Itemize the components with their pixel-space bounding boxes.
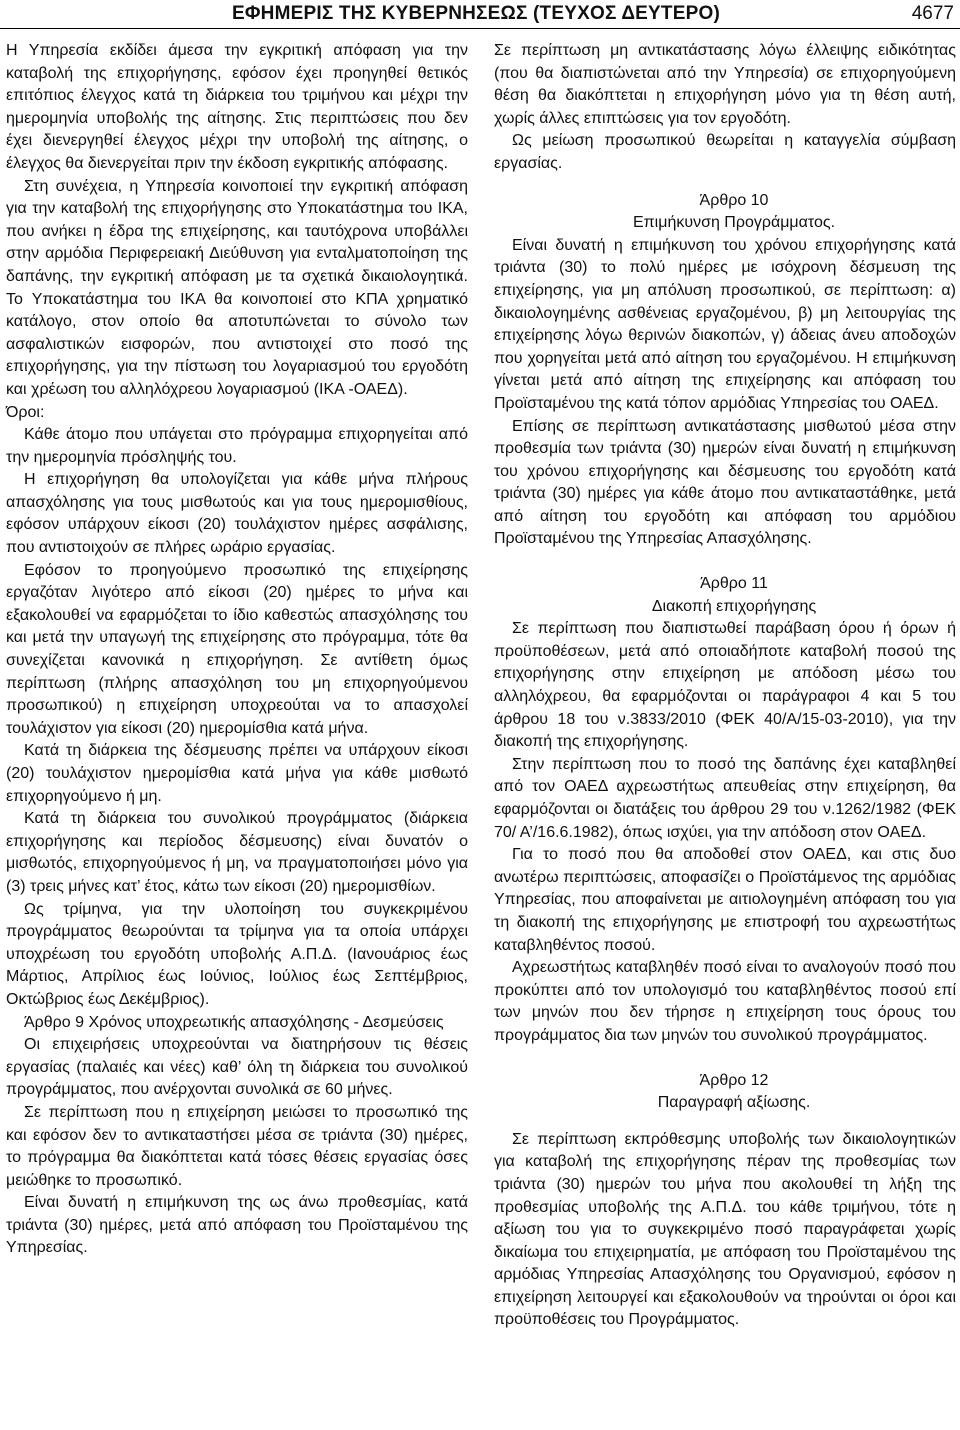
- left-column: [6, 40, 468, 1260]
- article-10-title: Επιμήκυνση Προγράμματος.: [632, 214, 836, 232]
- article-12-title: Παραγραφή αξίωσης.: [657, 1094, 811, 1112]
- paragraph: Επίσης σε περίπτωση αντικατάστασης μισθωτού μέσα στην προθεσμία των τριάντα (30) ημερών είναι δυνατή η επιμήκυνση του χρόνου επιχορήγησης και δέσμευσης του εργοδότη κατά τριάντα (30) ημέρες για κάθε άτομο που αντικαταστάθηκε, μετά από αίτηση του εργοδότη και απόφαση του αρμόδιου Προϊσταμένου της Υπηρεσίας Απασχόλησης.: [494, 417, 956, 548]
- paragraph: Ως τρίμηνα, για την υλοποίηση του συγκεκριμένου προγράμματος θεωρούνται τα τρίμηνα για τα οποία υπάρχει υποχρέωση του εργοδότη υποβολής Α.Π.Δ. (Ιανουάριος έως Μάρτιος, Απρίλιος έως Ιούνιος, Ιούλιος έως Σεπτέμβριος, Οκτώβριος έως Δεκέμβριος).: [6, 900, 468, 1008]
- paragraph: Η Υπηρεσία εκδίδει άμεσα την εγκριτική απόφαση για την καταβολή της επιχορήγησης, εφόσον έχει προηγηθεί θετικός επιτόπιος έλεγχος κατά τη διάρκεια του τριμήνου και μέχρι την ημερομηνία υποβολής της αίτησης. Στις περιπτώσεις που δεν έχει διενεργηθεί έλεγχος μέχρι την υποβολή της αίτησης, ο έλεγχος θα διενεργείται πριν την έκδοση εγκριτικής απόφασης.: [6, 42, 468, 172]
- spacer: [494, 551, 956, 573]
- spacer: [494, 1115, 956, 1129]
- paragraph: Στη συνέχεια, η Υπηρεσία κοινοποιεί την εγκριτική απόφαση για την καταβολή της επιχορήγησης στο Υποκατάστημα του ΙΚΑ, που ανήκει η έδρα της επιχείρησης, και ταυτόχρονα υποβάλλει στην αρμόδια Περιφερειακή Διεύθυνση για ενταλματοποίηση της δαπάνης, την εγκριτική απόφαση με τα σχετικά δικαιολογητικά. Το Υποκατάστημα του ΙΚΑ θα κοινοποιεί στο ΚΠΑ χρηματικό κατάλογο, στον οποίο θα αποτυπώνεται το σύνολο των ασφαλιστικών εισφορών, που αντιστοιχεί στο ποσό της επιχορήγησης, για την πίστωση του λογαριασμού του εργοδότη και χρέωση του αλληλόχρεου λογαριασμού (ΙΚΑ -ΟΑΕΔ).: [6, 177, 468, 398]
- paragraph: Σε περίπτωση που η επιχείρηση μειώσει το προσωπικό της και εφόσον δεν το αντικαταστήσει μέσα σε τριάντα (30) ημέρες, το πρόγραμμα θα διακόπτεται κατά τόσες θέσεις εργασίας όσες μειώθηκε το προσωπικό.: [6, 1103, 468, 1189]
- page-header: [0, 0, 960, 32]
- article-11-title: Διακοπή επιχορήγησης: [651, 597, 817, 615]
- page-number: 4677: [911, 3, 954, 24]
- paragraph: Αχρεωστήτως καταβληθέν ποσό είναι το αναλογούν ποσό που προκύπτει από τον υπολογισμό του καταβληθέντος ποσού επί των μηνών που δεν τήρησε η επιχείρηση τους όρους του προγράμματος δια των μηνών του συνολικού προγράμματος.: [494, 959, 956, 1044]
- paragraph: Ως μείωση προσωπικού θεωρείται η καταγγελία σύμβαση εργασίας.: [494, 132, 956, 172]
- paragraph: Κατά τη διάρκεια της δέσμευσης πρέπει να υπάρχουν είκοσι (20) τουλάχιστον ημερομίσθια κατά μήνα για κάθε μισθωτό επιχορηγούμενο ή μη.: [6, 742, 468, 805]
- header-divider: [0, 28, 960, 29]
- terms-label: Όροι:: [6, 403, 45, 421]
- paragraph: Σε περίπτωση μη αντικατάστασης λόγω έλλειψης ειδικότητας (που θα διαπιστώνεται από την Υπηρεσία) σε επιχορηγούμενη θέση θα διακόπτεται η επιχορήγηση μόνο για τη θέση αυτή, χωρίς άλλες επιπτώσεις για τον εργοδότη.: [494, 42, 956, 127]
- right-column: [494, 40, 956, 1332]
- paragraph: Κατά τη διάρκεια του συνολικού προγράμματος (διάρκεια επιχορήγησης και περίοδος δέσμευσης) είναι δυνατόν ο μισθωτός, επιχορηγούμενος ή μη, να πραγματοποιήσει μόνο για (3) τρεις μήνες κατ’ έτος, κάτω των είκοσι (20) ημερομισθίων.: [6, 810, 468, 895]
- paragraph: Είναι δυνατή η επιμήκυνση της ως άνω προθεσμίας, κατά τριάντα (30) ημέρες, μετά από απόφαση του Προϊσταμένου της Υπηρεσίας.: [6, 1194, 468, 1257]
- article-9-title: Άρθρο 9 Χρόνος υποχρεωτικής απασχόλησης - Δεσμεύσεις: [24, 1013, 444, 1031]
- paragraph: Σε περίπτωση εκπρόθεσμης υποβολής των δικαιολογητικών για καταβολή της επιχορήγησης πέραν της προθεσμίας των τριάντα (30) ημερών του μήνα που ακολουθεί τη λήξη της προθεσμίας υποβολής της Α.Π.Δ. του κάθε τριμήνου, τότε η αξίωση του για το συγκεκριμένο ποσό παραγράφεται χωρίς δικαίωμα του επιχειρηματία, με απόφαση του Προϊσταμένου της αρμόδιας Υπηρεσίας Απασχόλησης του Οργανισμού, εφόσον η επιχείρηση λειτουργεί και εξακολουθούν να τηρούνται οι όροι και προϋποθέσεις του Προγράμματος.: [494, 1130, 956, 1329]
- paragraph: Σε περίπτωση που διαπιστωθεί παράβαση όρου ή όρων ή προϋποθέσεων, μετά από οποιαδήποτε καταβολή ποσού της επιχορήγησης στην επιχείρηση με απόδοση μέσω του αλληλόχρεου, θα εφαρμόζονται οι παράγραφοι 4 και 5 του άρθρου 18 του ν.3833/2010 (ΦΕΚ 40/Α/15-03-2010), για την διακοπή της επιχορήγησης.: [494, 620, 956, 751]
- spacer: [494, 1048, 956, 1070]
- article-10-number: Άρθρο 10: [699, 191, 769, 209]
- gazette-title: ΕΦΗΜΕΡΙΣ ΤΗΣ ΚΥΒΕΡΝΗΣΕΩΣ (ΤΕΥΧΟΣ ΔΕΥΤΕΡΟ): [232, 3, 720, 24]
- paragraph: Οι επιχειρήσεις υποχρεούνται να διατηρήσουν τις θέσεις εργασίας (παλαιές και νέες) καθ’ όλη τη διάρκεια του συνολικού προγράμματος, που ανέρχονται συνολικά σε 60 μήνες.: [6, 1036, 468, 1099]
- article-11-number: Άρθρο 11: [700, 575, 768, 593]
- paragraph: Κάθε άτομο που υπάγεται στο πρόγραμμα επιχορηγείται από την ημερομηνία πρόσληψής του.: [6, 426, 468, 466]
- article-12-number: Άρθρο 12: [699, 1071, 769, 1089]
- paragraph: Είναι δυνατή η επιμήκυνση του χρόνου επιχορήγησης κατά τριάντα (30) το πολύ ημέρες με ισόχρονη δέσμευση της επιχείρησης, για μη απόλυση προσωπικού, σε περίπτωση: α) δικαιολογημένης ασθένειας εργαζομένου, β) μη λειτουργίας της επιχείρησης λόγω θερινών διακοπών, γ) άδειας άνευ αποδοχών που χορηγείται μετά από αίτηση του εργαζομένου. Η επιμήκυνση γίνεται μετά από αίτηση της επιχείρησης και απόφαση του Προϊσταμένου της κατά τόπον αρμόδιας Υπηρεσίας του ΟΑΕΔ.: [494, 236, 956, 412]
- paragraph: Για το ποσό που θα αποδοθεί στον ΟΑΕΔ, και στις δυο ανωτέρω περιπτώσεις, αποφασίζει ο Προϊστάμενος της αρμόδιας Υπηρεσίας, που αποφαίνεται με αιτιολογημένη απόφαση του για τη διακοπή της επιχορήγησης με επιστροφή του αχρεωστήτως καταβληθέντος ποσού.: [494, 846, 956, 954]
- paragraph: Στην περίπτωση που το ποσό της δαπάνης έχει καταβληθεί από τον ΟΑΕΔ αχρεωστήτως απευθείας στην επιχείρηση, θα εφαρμόζονται οι διατάξεις του άρθρου 29 του ν.1262/1982 (ΦΕΚ 70/ Α’/16.6.1982), όπως ισχύει, για την απόδοση στον ΟΑΕΔ.: [494, 755, 956, 841]
- paragraph: Εφόσον το προηγούμενο προσωπικό της επιχείρησης εργαζόταν λιγότερο από είκοσι (20) ημέρες το μήνα και εξακολουθεί να εφαρμόζεται το ίδιο καθεστώς απασχόλησης του και μετά την υπαγωγή της επιχείρησης στο πρόγραμμα, τότε θα συνεχίζεται κανονικά η επιχορήγηση. Σε αντίθετη όμως περίπτωση (πλήρης απασχόληση του μη επιχορηγούμενου προσωπικού) η επιχείρηση υποχρεούται να το απασχολεί τουλάχιστον για είκοσι (20) ημερομίσθια κατά μήνα.: [6, 561, 468, 737]
- spacer: [494, 176, 956, 190]
- paragraph: Η επιχορήγηση θα υπολογίζεται για κάθε μήνα πλήρους απασχόλησης για τους μισθωτούς και για τους ημερομισθίους, εφόσον υπάρχουν είκοσι (20) τουλάχιστον ημέρες ασφάλισης, που αντιστοιχούν σε πλήρες ωράριο εργασίας.: [6, 471, 468, 557]
